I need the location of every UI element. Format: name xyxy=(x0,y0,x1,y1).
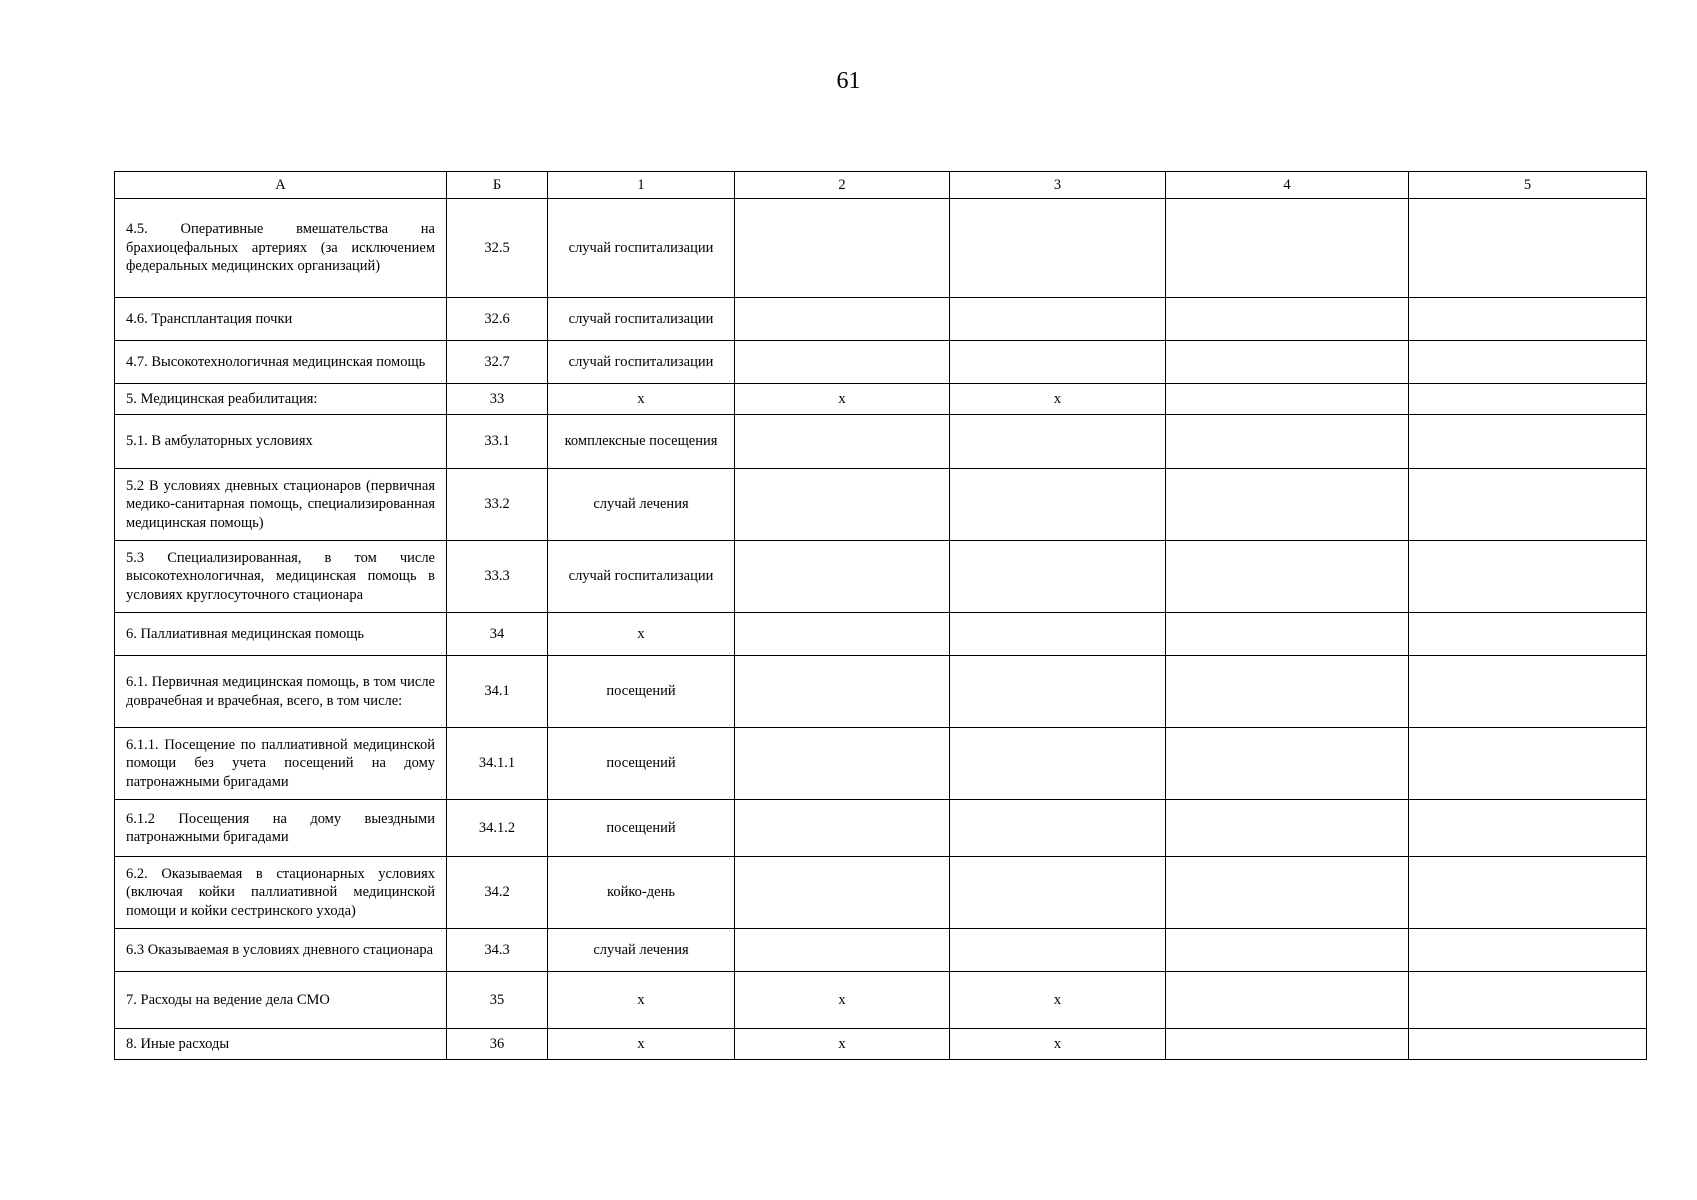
row-code-cell: 34.1 xyxy=(447,656,548,728)
row-unit-cell: случай госпитализации xyxy=(548,341,735,384)
row-col2-cell xyxy=(735,341,950,384)
row-code-cell: 33.3 xyxy=(447,541,548,613)
row-name-cell: 4.5. Оперативные вмешательства на брахиоцефальных артериях (за исключением федеральных медицинских организаций) xyxy=(115,199,447,298)
row-col2-cell xyxy=(735,728,950,800)
row-unit-cell: случай лечения xyxy=(548,469,735,541)
row-col5-cell xyxy=(1409,298,1647,341)
row-name-cell: 6.2. Оказываемая в стационарных условиях (включая койки паллиативной медицинской помощи и койки сестринского ухода) xyxy=(115,857,447,929)
table-row xyxy=(115,972,1647,1029)
row-col3-cell: х xyxy=(950,384,1166,415)
row-col2-cell xyxy=(735,298,950,341)
row-name-cell: 5.2 В условиях дневных стационаров (первичная медико-санитарная помощь, специализированная медицинская помощь) xyxy=(115,469,447,541)
row-col2-cell xyxy=(735,857,950,929)
row-name-cell: 5.1. В амбулаторных условиях xyxy=(115,415,447,469)
row-col4-cell xyxy=(1166,541,1409,613)
header-cell-a: А xyxy=(115,172,447,199)
row-unit-cell: посещений xyxy=(548,800,735,857)
row-unit-cell: случай госпитализации xyxy=(548,541,735,613)
row-col3-cell: х xyxy=(950,972,1166,1029)
row-col3-cell xyxy=(950,728,1166,800)
header-cell-3: 3 xyxy=(950,172,1166,199)
row-col2-cell xyxy=(735,613,950,656)
row-name-cell: 8. Иные расходы xyxy=(115,1029,447,1060)
row-code-cell: 32.7 xyxy=(447,341,548,384)
row-name-cell: 6.1. Первичная медицинская помощь, в том числе доврачебная и врачебная, всего, в том числе: xyxy=(115,656,447,728)
row-col5-cell xyxy=(1409,857,1647,929)
row-code-cell: 33 xyxy=(447,384,548,415)
row-code-cell: 36 xyxy=(447,1029,548,1060)
row-name-cell: 5. Медицинская реабилитация: xyxy=(115,384,447,415)
table-row xyxy=(115,384,1647,415)
row-col4-cell xyxy=(1166,1029,1409,1060)
row-unit-cell: койко-день xyxy=(548,857,735,929)
row-code-cell: 34.1.2 xyxy=(447,800,548,857)
table-row xyxy=(115,199,1647,298)
row-unit-cell: посещений xyxy=(548,656,735,728)
table-row xyxy=(115,341,1647,384)
row-col3-cell: х xyxy=(950,1029,1166,1060)
row-col5-cell xyxy=(1409,613,1647,656)
row-col3-cell xyxy=(950,857,1166,929)
row-col3-cell xyxy=(950,929,1166,972)
header-cell-1: 1 xyxy=(548,172,735,199)
row-col4-cell xyxy=(1166,384,1409,415)
row-code-cell: 33.2 xyxy=(447,469,548,541)
row-col5-cell xyxy=(1409,929,1647,972)
row-col3-cell xyxy=(950,415,1166,469)
row-name-cell: 6.3 Оказываемая в условиях дневного стационара xyxy=(115,929,447,972)
row-col2-cell: х xyxy=(735,1029,950,1060)
row-col5-cell xyxy=(1409,656,1647,728)
row-code-cell: 34.2 xyxy=(447,857,548,929)
row-code-cell: 34.1.1 xyxy=(447,728,548,800)
table-row xyxy=(115,415,1647,469)
row-col2-cell xyxy=(735,469,950,541)
row-name-cell: 6. Паллиативная медицинская помощь xyxy=(115,613,447,656)
row-col3-cell xyxy=(950,469,1166,541)
table-row xyxy=(115,929,1647,972)
row-col2-cell xyxy=(735,199,950,298)
row-col5-cell xyxy=(1409,469,1647,541)
row-unit-cell: комплексные посещения xyxy=(548,415,735,469)
row-col2-cell: х xyxy=(735,384,950,415)
row-col5-cell xyxy=(1409,972,1647,1029)
table-row xyxy=(115,857,1647,929)
row-code-cell: 32.6 xyxy=(447,298,548,341)
row-unit-cell: х xyxy=(548,384,735,415)
row-code-cell: 35 xyxy=(447,972,548,1029)
row-col4-cell xyxy=(1166,728,1409,800)
row-col4-cell xyxy=(1166,199,1409,298)
row-col2-cell xyxy=(735,656,950,728)
row-col5-cell xyxy=(1409,800,1647,857)
table-row xyxy=(115,613,1647,656)
row-col4-cell xyxy=(1166,800,1409,857)
row-unit-cell: посещений xyxy=(548,728,735,800)
row-col3-cell xyxy=(950,541,1166,613)
row-code-cell: 34 xyxy=(447,613,548,656)
row-code-cell: 32.5 xyxy=(447,199,548,298)
row-unit-cell: случай госпитализации xyxy=(548,199,735,298)
header-cell-5: 5 xyxy=(1409,172,1647,199)
row-col3-cell xyxy=(950,199,1166,298)
row-col4-cell xyxy=(1166,298,1409,341)
row-col2-cell xyxy=(735,541,950,613)
table-row xyxy=(115,800,1647,857)
row-name-cell: 4.6. Трансплантация почки xyxy=(115,298,447,341)
row-col3-cell xyxy=(950,800,1166,857)
row-col2-cell xyxy=(735,415,950,469)
row-col5-cell xyxy=(1409,341,1647,384)
row-col3-cell xyxy=(950,341,1166,384)
table-row xyxy=(115,298,1647,341)
table-row xyxy=(115,541,1647,613)
row-col5-cell xyxy=(1409,1029,1647,1060)
row-col2-cell xyxy=(735,800,950,857)
row-col3-cell xyxy=(950,613,1166,656)
row-col3-cell xyxy=(950,298,1166,341)
table-row xyxy=(115,469,1647,541)
row-name-cell: 4.7. Высокотехнологичная медицинская помощь xyxy=(115,341,447,384)
row-col5-cell xyxy=(1409,415,1647,469)
row-col4-cell xyxy=(1166,857,1409,929)
row-unit-cell: случай госпитализации xyxy=(548,298,735,341)
row-col5-cell xyxy=(1409,541,1647,613)
row-unit-cell: х xyxy=(548,1029,735,1060)
row-col4-cell xyxy=(1166,341,1409,384)
table-row xyxy=(115,728,1647,800)
row-col4-cell xyxy=(1166,972,1409,1029)
header-cell-2: 2 xyxy=(735,172,950,199)
row-name-cell: 6.1.2 Посещения на дому выездными патронажными бригадами xyxy=(115,800,447,857)
row-name-cell: 7. Расходы на ведение дела СМО xyxy=(115,972,447,1029)
header-cell-4: 4 xyxy=(1166,172,1409,199)
row-col2-cell xyxy=(735,929,950,972)
row-name-cell: 6.1.1. Посещение по паллиативной медицинской помощи без учета посещений на дому патронажными бригадами xyxy=(115,728,447,800)
row-col3-cell xyxy=(950,656,1166,728)
row-col5-cell xyxy=(1409,199,1647,298)
row-col4-cell xyxy=(1166,469,1409,541)
row-col5-cell xyxy=(1409,384,1647,415)
row-unit-cell: х xyxy=(548,972,735,1029)
table-row xyxy=(115,1029,1647,1060)
expenses-table xyxy=(114,171,1647,1060)
row-col4-cell xyxy=(1166,613,1409,656)
row-code-cell: 33.1 xyxy=(447,415,548,469)
page-number: 61 xyxy=(836,68,861,94)
row-col4-cell xyxy=(1166,415,1409,469)
row-code-cell: 34.3 xyxy=(447,929,548,972)
row-unit-cell: случай лечения xyxy=(548,929,735,972)
row-unit-cell: х xyxy=(548,613,735,656)
row-col5-cell xyxy=(1409,728,1647,800)
header-row xyxy=(115,172,1647,199)
row-col2-cell: х xyxy=(735,972,950,1029)
header-cell-b: Б xyxy=(447,172,548,199)
row-name-cell: 5.3 Специализированная, в том числе высокотехнологичная, медицинская помощь в условиях круглосуточного стационара xyxy=(115,541,447,613)
table-row xyxy=(115,656,1647,728)
row-col4-cell xyxy=(1166,656,1409,728)
row-col4-cell xyxy=(1166,929,1409,972)
